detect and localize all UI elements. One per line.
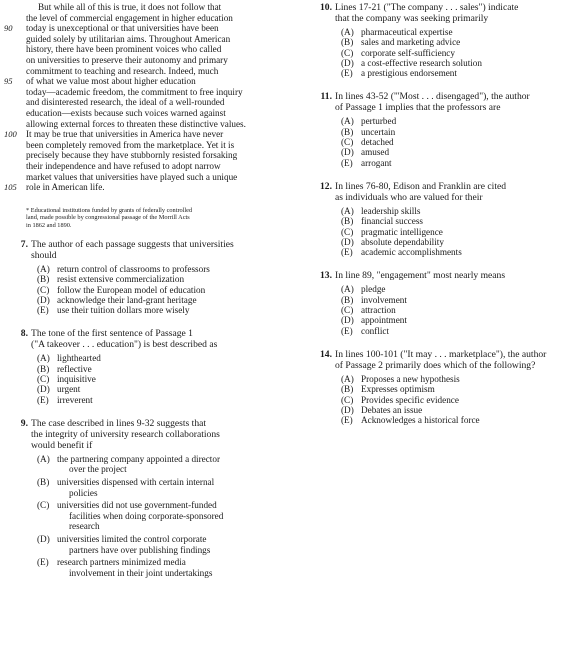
choice-text: over the project [69, 464, 127, 475]
passage-line-text: commitment to teaching and research. Indeed, much [26, 65, 219, 76]
choice-text: academic accomplishments [361, 247, 462, 258]
choice-text: amused [361, 147, 390, 158]
answer-choice[interactable] [341, 27, 580, 37]
answer-choice[interactable] [341, 374, 580, 384]
line-number: 100 [4, 129, 17, 140]
choice-letter: (B) [37, 363, 50, 374]
choice-text: return control of classrooms to professors [57, 263, 210, 274]
question [308, 91, 580, 167]
passage-line [26, 150, 288, 161]
choice-letter: (A) [341, 116, 354, 127]
choice-text: arrogant [361, 157, 392, 168]
answer-choice[interactable] [341, 37, 580, 47]
question-stem-line: In lines 43-52 ("'Most . . . disengaged"), the author [335, 91, 530, 103]
answer-choice[interactable] [341, 137, 580, 147]
answer-choice[interactable] [341, 116, 580, 126]
answer-choices [4, 264, 288, 315]
answer-choices [308, 27, 580, 78]
choice-text: policies [69, 487, 98, 498]
choice-letter: (E) [37, 305, 49, 316]
choice-letter: (D) [341, 147, 354, 158]
choice-letter: (C) [341, 226, 354, 237]
choice-text: universities limited the control corporate [57, 534, 207, 545]
answer-choice[interactable] [37, 353, 288, 363]
answer-choice[interactable] [341, 315, 580, 325]
choice-letter: (C) [37, 284, 50, 295]
choice-letter: (E) [341, 325, 353, 336]
passage-line-text: been completely removed from the marketplace. Yet it is [26, 139, 235, 150]
choice-letter: (A) [37, 353, 50, 364]
answer-choice[interactable] [37, 454, 288, 475]
answer-choices [4, 454, 288, 579]
answer-choices [308, 284, 580, 335]
choice-text: absolute dependability [361, 236, 444, 247]
passage-line-text: But while all of this is true, it does not follow that [38, 2, 222, 12]
passage-line [4, 182, 288, 193]
passage-line [26, 119, 288, 130]
question-number: 11. [320, 91, 332, 103]
answer-choice[interactable] [341, 247, 580, 257]
choice-letter: (B) [37, 477, 50, 488]
question-stem-line: would benefit if [31, 439, 93, 451]
question-stem-line: The case described in lines 9-32 suggests that [31, 417, 207, 429]
choice-letter: (E) [341, 157, 353, 168]
choice-letter: (C) [341, 47, 354, 58]
choice-letter: (D) [341, 57, 354, 68]
answer-choice[interactable] [37, 557, 288, 578]
question-stem [308, 270, 580, 281]
answer-choice[interactable] [37, 285, 288, 295]
choice-text: appointment [361, 315, 407, 326]
passage-line-text: their independence and have refused to adopt narrow [26, 160, 221, 171]
choice-letter: (A) [341, 373, 354, 384]
answer-choice[interactable] [37, 500, 288, 532]
answer-choice[interactable] [341, 147, 580, 157]
answer-choice[interactable] [341, 206, 580, 216]
choice-text: Debates an issue [361, 404, 423, 415]
choice-text: financial success [361, 216, 423, 227]
question [308, 349, 580, 425]
choice-letter: (C) [341, 305, 354, 316]
question [4, 328, 288, 404]
question-stem [308, 2, 580, 24]
choice-letter: (B) [341, 216, 354, 227]
choice-text: uncertain [361, 126, 396, 137]
choice-text: Expresses optimism [361, 384, 435, 395]
passage-line [26, 34, 288, 45]
answer-choice[interactable] [37, 477, 288, 498]
choice-text: sales and marketing advice [361, 37, 461, 48]
left-column [4, 0, 288, 580]
passage-line [26, 161, 288, 172]
question-stem-line: of Passage 2 primarily does which of the following? [335, 359, 536, 371]
choice-letter: (B) [37, 274, 50, 285]
choice-text: lighthearted [57, 353, 101, 364]
line-number: 95 [4, 76, 13, 87]
question-stem-line: as individuals who are valued for their [335, 191, 483, 203]
answer-choice[interactable] [341, 227, 580, 237]
footnote [26, 207, 288, 229]
passage-line [26, 2, 288, 13]
choice-text: conflict [361, 325, 390, 336]
choice-letter: (C) [341, 394, 354, 405]
choice-letter: (A) [341, 284, 354, 295]
passage-line-text: history, there have been prominent voices who called [26, 44, 222, 55]
footnote-line: * Educational institutions funded by grants of federally controlled [26, 206, 193, 214]
question-number: 12. [320, 180, 332, 192]
passage-line-text: the level of commercial engagement in higher education [26, 12, 233, 23]
choice-text: use their tuition dollars more wisely [57, 305, 190, 316]
choice-text: follow the European model of education [57, 284, 206, 295]
question-stem-line: In lines 100-101 ("It may . . . marketplace"), the author [335, 348, 547, 360]
choice-letter: (E) [37, 557, 49, 568]
question-stem-line: In lines 76-80, Edison and Franklin are cited [335, 180, 507, 192]
choice-letter: (C) [37, 373, 50, 384]
choice-text: Provides specific evidence [361, 394, 459, 405]
passage-line-text: and disinterested research, the ideal of a well-rounded [26, 97, 225, 108]
question-stem [4, 328, 288, 350]
answer-choices [308, 374, 580, 425]
answer-choice[interactable] [341, 216, 580, 226]
answer-choice[interactable] [341, 284, 580, 294]
choice-text: reflective [57, 363, 92, 374]
answer-choice[interactable] [341, 384, 580, 394]
question-stem-line: of Passage 1 implies that the professors are [335, 102, 501, 114]
answer-choice[interactable] [341, 395, 580, 405]
choice-text: universities dispensed with certain internal [57, 477, 215, 488]
choice-text: inquisitive [57, 373, 96, 384]
choice-letter: (A) [37, 263, 50, 274]
choice-text: resist extensive commercialization [57, 274, 185, 285]
footnote-line: land, made possible by congressional passage of the Morrill Acts [26, 214, 190, 222]
choice-letter: (B) [341, 294, 354, 305]
answer-choice[interactable] [37, 274, 288, 284]
question-number: 9. [20, 417, 28, 429]
choice-text: universities did not use government-funded [57, 500, 217, 511]
choice-letter: (D) [37, 534, 50, 545]
choice-letter: (A) [37, 453, 50, 464]
choice-letter: (D) [341, 404, 354, 415]
answer-choice[interactable] [37, 534, 288, 555]
answer-choice[interactable] [341, 48, 580, 58]
passage-line-text: It may be true that universities in America have never [26, 129, 224, 140]
question-stem [308, 349, 580, 371]
choice-letter: (E) [37, 394, 49, 405]
choice-letter: (E) [341, 247, 353, 258]
passage-line-text: precisely because they have stubbornly resisted forsaking [26, 150, 238, 161]
passage-line [4, 23, 288, 34]
passage-line [26, 44, 288, 55]
question-number: 7. [20, 238, 28, 250]
choice-letter: (D) [341, 315, 354, 326]
choice-text: Proposes a new hypothesis [361, 373, 460, 384]
choice-letter: (E) [341, 415, 353, 426]
passage-line [26, 55, 288, 66]
passage-line-text: role in American life. [26, 182, 105, 193]
question [308, 2, 580, 78]
choice-text: corporate self-sufficiency [361, 47, 455, 58]
answer-choice[interactable] [37, 384, 288, 394]
question [4, 418, 288, 579]
passage-line [26, 13, 288, 24]
choice-letter: (A) [341, 205, 354, 216]
choice-text: perturbed [361, 116, 397, 127]
choice-text: a cost-effective research solution [361, 57, 482, 68]
choice-letter: (C) [37, 500, 50, 511]
choice-letter: (D) [37, 294, 50, 305]
choice-letter: (E) [341, 68, 353, 79]
questions-left [4, 239, 288, 579]
choice-text: involvement in their joint undertakings [69, 567, 213, 578]
passage-line-text: guided solely by utilitarian aims. Throughout American [26, 33, 231, 44]
question [308, 270, 580, 335]
passage-line [26, 108, 288, 119]
choice-text: facilities when doing corporate-sponsored [69, 510, 224, 521]
choice-text: detached [361, 137, 394, 148]
answer-choice[interactable] [341, 415, 580, 425]
answer-choice[interactable] [37, 305, 288, 315]
choice-text: attraction [361, 305, 396, 316]
answer-choice[interactable] [341, 58, 580, 68]
answer-choice[interactable] [341, 127, 580, 137]
answer-choice[interactable] [341, 405, 580, 415]
question-number: 14. [320, 348, 332, 360]
answer-choice[interactable] [37, 264, 288, 274]
passage-line-text: on universities to preserve their autonomy and primary [26, 54, 228, 65]
choice-text: partners have over publishing findings [69, 544, 211, 555]
passage-line [4, 129, 288, 140]
choice-letter: (B) [341, 37, 354, 48]
choice-text: research [69, 521, 100, 532]
question-stem-line: The author of each passage suggests that universities [31, 238, 234, 250]
answer-choices [308, 116, 580, 167]
answer-choice[interactable] [341, 237, 580, 247]
question-stem-line: ("A takeover . . . education") is best described as [31, 339, 218, 351]
answer-choices [4, 353, 288, 404]
question-stem [4, 239, 288, 261]
choice-letter: (A) [341, 27, 354, 37]
question-number: 8. [20, 328, 28, 340]
question-stem-line: Lines 17-21 ("The company . . . sales") indicate [335, 2, 519, 13]
choice-text: urgent [57, 384, 81, 395]
passage-line-text: education—exists because such voices warned against [26, 107, 226, 118]
choice-text: pharmaceutical expertise [361, 27, 453, 37]
answer-choices [308, 206, 580, 257]
line-number: 105 [4, 182, 17, 193]
answer-choice[interactable] [37, 374, 288, 384]
passage-line-text: market values that universities have played such a unique [26, 171, 238, 182]
choice-letter: (D) [341, 236, 354, 247]
passage-line [26, 66, 288, 77]
passage-line [26, 97, 288, 108]
answer-choice[interactable] [341, 158, 580, 168]
choice-letter: (B) [341, 126, 354, 137]
choice-text: involvement [361, 294, 407, 305]
answer-choice[interactable] [37, 395, 288, 405]
passage-line [26, 140, 288, 151]
answer-choice[interactable] [37, 364, 288, 374]
passage-line-text: allowing external forces to threaten these distinctive values. [26, 118, 246, 129]
answer-choice[interactable] [341, 68, 580, 78]
question-stem [308, 181, 580, 203]
question-stem-line: The tone of the first sentence of Passage 1 [31, 328, 193, 340]
choice-text: a prestigious endorsement [361, 68, 457, 79]
choice-text: research partners minimized media [57, 557, 186, 568]
choice-text: pledge [361, 284, 386, 295]
passage-line [26, 87, 288, 98]
choice-text: Acknowledges a historical force [361, 415, 480, 426]
question [4, 239, 288, 315]
choice-text: the partnering company appointed a director [57, 453, 221, 464]
question-number: 13. [320, 270, 332, 282]
question-stem-line: In line 89, "engagement" most nearly means [335, 270, 506, 282]
choice-text: irreverent [57, 394, 93, 405]
choice-text: pragmatic intelligence [361, 226, 443, 237]
right-column [308, 0, 580, 425]
passage-line [26, 172, 288, 183]
question-stem [308, 91, 580, 113]
question-stem-line: that the company was seeking primarily [335, 13, 489, 24]
question [308, 181, 580, 257]
passage-text [4, 2, 288, 193]
answer-choice[interactable] [341, 305, 580, 315]
line-number: 90 [4, 23, 13, 34]
choice-text: acknowledge their land-grant heritage [57, 294, 197, 305]
passage-line [4, 76, 288, 87]
choice-letter: (B) [341, 384, 354, 395]
choice-text: leadership skills [361, 205, 421, 216]
question-stem [4, 418, 288, 451]
choice-letter: (C) [341, 137, 354, 148]
passage-line-text: today—academic freedom, the commitment to free inquiry [26, 86, 243, 97]
passage-line-text: of what we value most about higher education [26, 76, 196, 87]
passage-line-text: today is unexceptional or that universities have been [26, 23, 219, 34]
answer-choice[interactable] [341, 295, 580, 305]
choice-letter: (D) [37, 384, 50, 395]
question-stem-line: the integrity of university research collaborations [31, 428, 220, 440]
questions-right [308, 2, 580, 425]
question-number: 10. [320, 2, 332, 13]
answer-choice[interactable] [37, 295, 288, 305]
answer-choice[interactable] [341, 326, 580, 336]
question-stem-line: should [31, 249, 57, 261]
footnote-line: in 1862 and 1890. [26, 221, 72, 229]
